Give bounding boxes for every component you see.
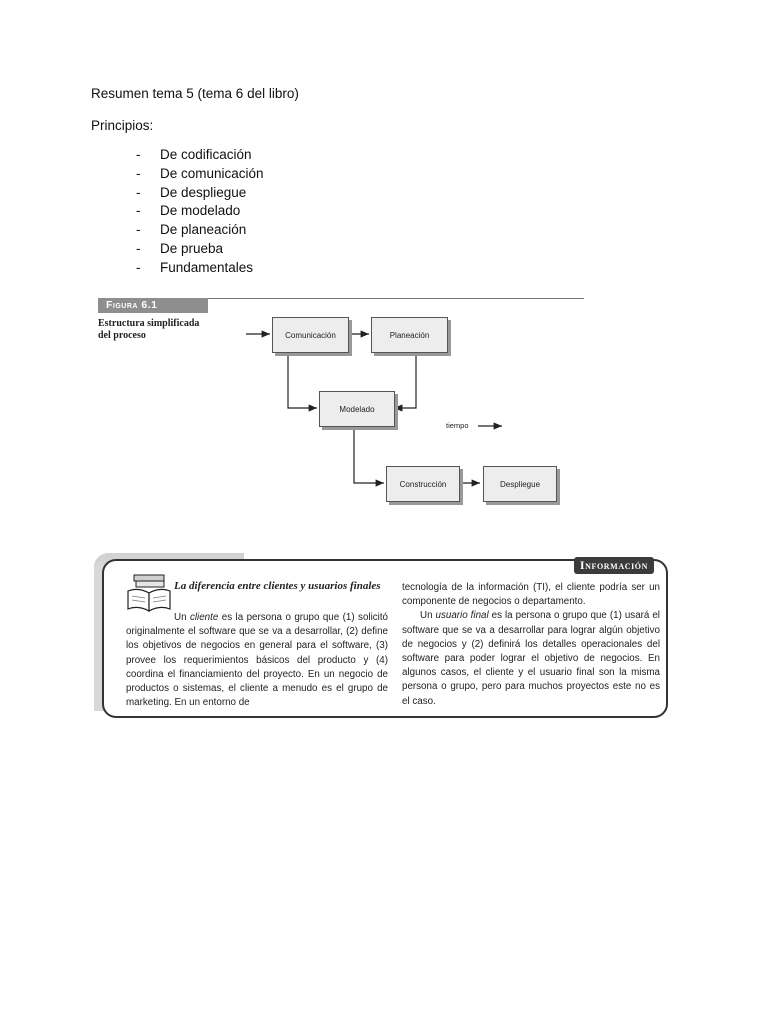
- bullet-dash: -: [136, 240, 141, 256]
- figure-caption-line1: Estructura simplificada: [98, 318, 200, 329]
- bullet-dash: -: [136, 222, 141, 238]
- book-icon: [126, 573, 174, 613]
- info-paragraph: [402, 609, 660, 708]
- time-label: tiempo: [446, 421, 469, 430]
- info-text: es la persona o grupo que (1) usará el software que se va a desarrollar para lograr algún objetivo de negocios y (2) definirá los detalles operacionales del software para poder lograr el objetivo de negocios. En algunos casos, el cliente y el usuario final son la misma persona o grupo, pero para muchos proyectos este no es el caso.: [402, 610, 660, 707]
- arrow-planeacion-modelado: [394, 353, 416, 408]
- box-construccion: Construcción: [386, 466, 460, 502]
- list-item-text: De planeación: [160, 222, 247, 238]
- figure-label: Figura 6.1: [98, 298, 208, 313]
- box-planeacion: Planeación: [371, 317, 448, 353]
- info-text: Un: [174, 612, 190, 623]
- list-item: [136, 166, 264, 185]
- bullet-dash: -: [136, 147, 141, 162]
- list-item: [136, 185, 264, 204]
- box-modelado: Modelado: [319, 391, 395, 427]
- list-item-text: Fundamentales: [160, 259, 254, 275]
- info-text: es la persona o grupo que (1) solicitó originalmente el software que se va a desarrollar, (2) define los objetivos de negocios en general para el software, (3) provee los requerimientos básicos del producto y (4) coordina el financiamiento del proyecto. En un negocio de productos o sistemas, el cliente a menudo es el grupo de marketing. En un entorno de: [126, 612, 388, 709]
- info-right-column: [402, 581, 660, 709]
- list-item-text: De comunicación: [160, 165, 264, 181]
- list-item-text: De prueba: [160, 240, 224, 256]
- arrow-comunicacion-modelado: [288, 353, 317, 408]
- bullet-dash: -: [136, 259, 141, 275]
- list-item: [136, 203, 264, 222]
- page-title: Resumen tema 5 (tema 6 del libro): [91, 86, 299, 101]
- principles-heading: Principios:: [91, 118, 154, 133]
- list-item-text: De despliegue: [160, 184, 247, 200]
- principles-list: [136, 147, 264, 279]
- list-item: [136, 147, 264, 166]
- list-item: [136, 222, 264, 241]
- list-item-text: De modelado: [160, 203, 241, 219]
- info-term-cliente: cliente: [189, 612, 219, 623]
- info-term-usuario-final: usuario final: [435, 610, 489, 622]
- list-item: [136, 260, 264, 279]
- list-item: [136, 241, 264, 260]
- info-left-column: [126, 611, 388, 710]
- info-text: tecnología de la información (TI), el cliente podría ser un componente de negocios o departamento.: [402, 582, 660, 608]
- box-despliegue: Despliegue: [483, 466, 557, 502]
- figure-caption-line2: del proceso: [98, 330, 146, 341]
- bullet-dash: -: [136, 184, 141, 200]
- info-label: Información: [574, 557, 654, 574]
- bullet-dash: -: [136, 165, 141, 181]
- info-text: Un: [420, 610, 436, 622]
- process-figure: [98, 296, 588, 506]
- list-item-text: De codificación: [160, 147, 252, 162]
- info-heading: La diferencia entre clientes y usuarios finales: [174, 580, 381, 592]
- info-box: [94, 553, 668, 718]
- arrow-modelado-construccion: [354, 426, 384, 483]
- info-frame: [102, 559, 668, 718]
- box-comunicacion: Comunicación: [272, 317, 349, 353]
- bullet-dash: -: [136, 203, 141, 219]
